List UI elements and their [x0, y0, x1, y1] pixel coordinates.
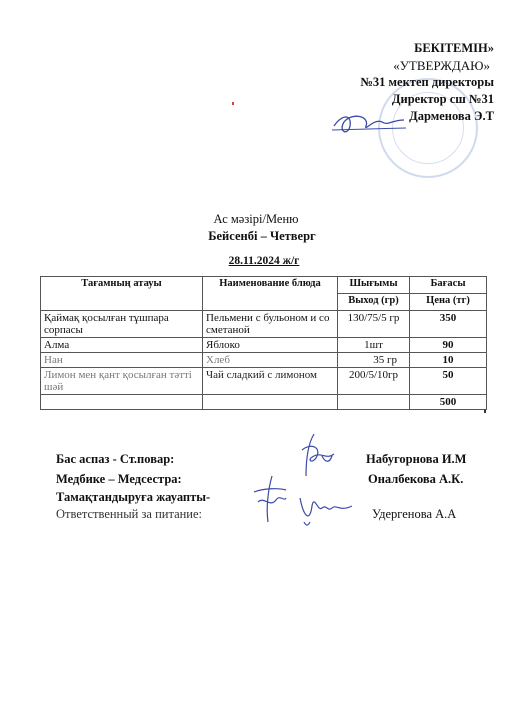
table-row — [41, 353, 487, 368]
cook-signature — [292, 430, 342, 480]
dish-yield: 200/5/10гр — [338, 368, 410, 395]
total-empty-2 — [203, 395, 338, 410]
dish-ru: Хлеб — [203, 353, 338, 368]
stray-mark — [484, 410, 486, 413]
total-empty-3 — [338, 395, 410, 410]
total-price: 500 — [410, 395, 487, 410]
dish-yield: 35 гр — [338, 353, 410, 368]
table-row — [41, 338, 487, 353]
staff-name-nurse: Оналбекова А.К. — [368, 472, 464, 486]
staff-name-responsible: Удергенова А.А — [372, 507, 457, 521]
table-header-row — [41, 277, 487, 294]
approval-block — [360, 40, 494, 125]
approval-line-1: БЕКІТЕМІН» — [414, 41, 494, 55]
header-name-ru: Наименование блюда — [203, 277, 338, 311]
dish-ru: Яблоко — [203, 338, 338, 353]
responsible-signature — [296, 488, 356, 528]
table-row — [41, 311, 487, 338]
dish-yield: 1шт — [338, 338, 410, 353]
dish-ru: Чай сладкий с лимоном — [203, 368, 338, 395]
menu-title: Ас мәзірі/Меню — [213, 212, 299, 226]
approval-line-3: №31 мектеп директоры — [360, 75, 494, 89]
total-empty-1 — [41, 395, 203, 410]
dish-kz: Нан — [41, 353, 203, 368]
staff-role-nurse: Медбике – Медсестра: — [56, 472, 182, 486]
staff-role-responsible-ru: Ответственный за питание: — [56, 507, 203, 521]
header-yield-kz: Шығымы — [338, 277, 410, 294]
approval-line-5: Дарменова Э.Т — [409, 109, 494, 123]
dish-price: 90 — [410, 338, 487, 353]
header-yield-ru: Выход (гр) — [338, 294, 410, 311]
menu-date: 28.11.2024 ж/г — [228, 255, 300, 267]
table-total-row — [41, 395, 487, 410]
menu-day: Бейсенбі – Четверг — [208, 229, 316, 243]
dish-yield: 130/75/5 гр — [338, 311, 410, 338]
dish-price: 10 — [410, 353, 487, 368]
dish-kz: Лимон мен қант қосылған тәтті шәй — [41, 368, 203, 395]
staff-role-cook: Бас аспаз - Ст.повар: — [56, 452, 175, 466]
approval-line-2: «УТВЕРЖДАЮ» — [393, 58, 490, 73]
header-price-ru: Цена (тг) — [410, 294, 487, 311]
approval-line-4: Директор сш №31 — [391, 92, 494, 106]
dish-price: 50 — [410, 368, 487, 395]
dish-kz: Қаймақ қосылған тұшпара сорпасы — [41, 311, 203, 338]
table-row — [41, 368, 487, 395]
nurse-signature — [250, 474, 290, 524]
dish-kz: Алма — [41, 338, 203, 353]
staff-name-cook: Набугорнова И.М — [366, 452, 467, 466]
stray-mark — [232, 102, 234, 105]
dish-price: 350 — [410, 311, 487, 338]
menu-table — [40, 276, 487, 410]
staff-role-responsible-kz: Тамақтандыруға жауапты- — [56, 490, 211, 504]
dish-ru: Пельмени с бульоном и со сметаной — [203, 311, 338, 338]
header-price-kz: Бағасы — [410, 277, 487, 294]
header-name-kz: Тағамның атауы — [41, 277, 203, 311]
